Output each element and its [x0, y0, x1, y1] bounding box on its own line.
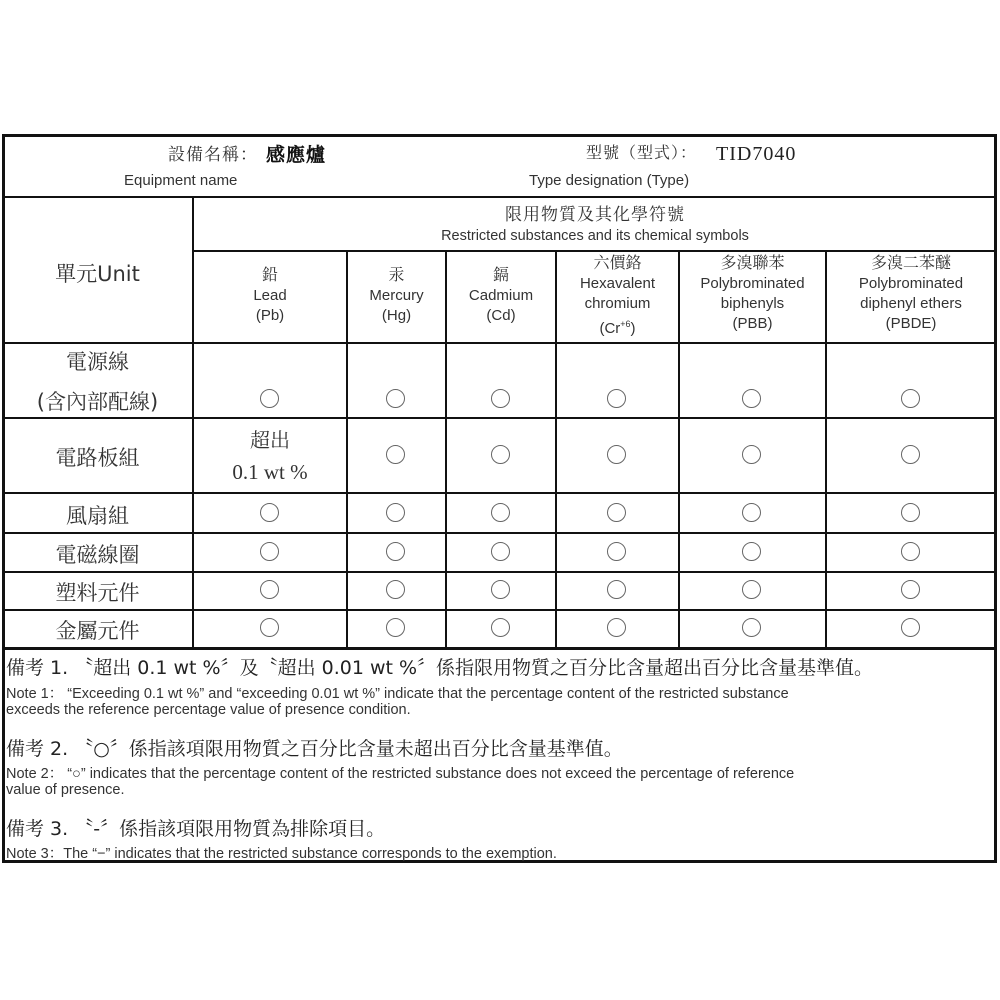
column-header-symbol: (PBB)	[732, 315, 773, 332]
type-value: TID7040	[716, 143, 797, 165]
exceed-label: 超出	[250, 428, 290, 452]
circle-mark-icon	[491, 445, 510, 464]
circle-mark-icon	[607, 580, 626, 599]
circle-mark-icon	[260, 580, 279, 599]
divider	[2, 492, 997, 494]
circle-mark-icon	[607, 389, 626, 408]
substances-header-en: Restricted substances and its chemical symbols	[441, 228, 749, 244]
column-header-mercury	[348, 252, 445, 356]
circle-mark-icon	[742, 542, 761, 561]
divider	[2, 417, 997, 419]
column-header-symbol: (Pb)	[255, 307, 285, 324]
note-1-en-cont: exceeds the reference percentage value of presence condition.	[6, 702, 411, 718]
circle-mark-icon	[491, 580, 510, 599]
column-header-zh: 六價鉻	[593, 255, 642, 272]
row-label-fan: 風扇組	[66, 504, 129, 528]
note-1-zh: 備考 1. 〝超出 0.1 wt %〞及〝超出 0.01 wt %〞係指限用物質之百分比含量超出百分比含量基準值。	[6, 657, 874, 679]
column-header-symbol: (Cd)	[486, 307, 516, 324]
circle-mark-icon	[742, 389, 761, 408]
circle-mark-icon	[260, 503, 279, 522]
divider	[2, 609, 997, 611]
circle-mark-icon	[607, 618, 626, 637]
circle-mark-icon	[386, 542, 405, 561]
note-2-en: Note 2： “○” indicates that the percentage content of the restricted substance does not exceed the percentage of reference	[6, 766, 795, 782]
equipment-label-en: Equipment name	[124, 172, 238, 189]
column-header-pbb	[680, 252, 825, 344]
circle-mark-icon	[491, 542, 510, 561]
column-header-en: Polybrominated	[700, 275, 805, 292]
column-header-en: Hexavalent	[579, 275, 656, 292]
note-1-en: Note 1： “Exceeding 0.1 wt %” and “exceeding 0.01 wt %” indicate that the percentage content of the restricted substance	[6, 686, 789, 702]
substances-header-zh: 限用物質及其化學符號	[505, 205, 685, 225]
row-label-power-cord-sub: (含內部配線)	[36, 390, 159, 414]
column-header-lead	[194, 252, 346, 356]
column-header-zh: 鉛	[261, 267, 278, 284]
column-header-pbde	[827, 252, 995, 344]
column-header-symbol: (Hg)	[381, 307, 412, 324]
circle-mark-icon	[491, 618, 510, 637]
column-header-symbol: $(Cr^{+6})$	[599, 319, 636, 337]
type-label-zh: 型號（型式）：	[586, 143, 698, 162]
row-label-power-cord: 電源線	[66, 350, 129, 374]
circle-mark-icon	[260, 389, 279, 408]
circle-mark-icon	[491, 503, 510, 522]
column-header-zh: 多溴聯苯	[720, 255, 785, 272]
circle-mark-icon	[901, 389, 920, 408]
circle-mark-icon	[386, 503, 405, 522]
circle-mark-icon	[901, 580, 920, 599]
circle-mark-icon	[607, 445, 626, 464]
circle-mark-icon	[742, 580, 761, 599]
column-header-en-2: chromium	[584, 295, 651, 312]
note-2-zh: 備考 2. 〝○〞係指該項限用物質之百分比含量未超出百分比含量基準值。	[6, 738, 623, 760]
circle-mark-icon	[386, 445, 405, 464]
column-header-en-2: diphenyl ethers	[860, 295, 962, 312]
circle-mark-icon	[607, 542, 626, 561]
row-label-circuit-board: 電路板組	[55, 446, 140, 470]
type-label-en: Type designation (Type)	[529, 172, 690, 189]
equipment-value: 感應爐	[266, 144, 327, 166]
circle-mark-icon	[742, 618, 761, 637]
divider	[2, 532, 997, 534]
row-label-plastic-parts: 塑料元件	[55, 581, 140, 605]
circle-mark-icon	[386, 618, 405, 637]
column-header-zh: 鎘	[492, 267, 509, 284]
circle-mark-icon	[260, 618, 279, 637]
divider	[2, 196, 997, 198]
circle-mark-icon	[901, 542, 920, 561]
row-label-metal-parts: 金屬元件	[55, 619, 140, 643]
column-header-en: Lead	[253, 287, 287, 304]
circle-mark-icon	[742, 503, 761, 522]
unit-header: 單元Unit	[55, 262, 140, 286]
column-header-en: Cadmium	[468, 287, 534, 304]
column-header-en-2: biphenyls	[720, 295, 785, 312]
column-header-symbol: (PBDE)	[885, 315, 937, 332]
circle-mark-icon	[386, 580, 405, 599]
column-header-en: Polybrominated	[858, 275, 964, 292]
equipment-label-zh: 設備名稱：	[168, 145, 258, 165]
circle-mark-icon	[260, 542, 279, 561]
circle-mark-icon	[491, 389, 510, 408]
row-label-coil: 電磁線圈	[55, 543, 140, 567]
column-header-cadmium	[447, 252, 555, 356]
column-header-zh: 汞	[388, 267, 405, 284]
divider	[2, 647, 997, 650]
circle-mark-icon	[386, 389, 405, 408]
circle-mark-icon	[742, 445, 761, 464]
divider	[2, 571, 997, 573]
column-header-zh: 多溴二苯醚	[870, 255, 951, 272]
note-3-zh: 備考 3. 〝-〞係指該項限用物質為排除項目。	[6, 818, 386, 840]
exceed-value: 0.1 wt %	[232, 460, 308, 484]
circle-mark-icon	[607, 503, 626, 522]
circle-mark-icon	[901, 445, 920, 464]
circle-mark-icon	[901, 618, 920, 637]
note-2-en-cont: value of presence.	[6, 782, 125, 798]
column-header-en: Mercury	[369, 287, 424, 304]
column-header-hexavalent-chromium	[557, 252, 678, 344]
note-3-en: Note 3：The “−” indicates that the restricted substance corresponds to the exemption.	[6, 846, 557, 862]
circle-mark-icon	[901, 503, 920, 522]
